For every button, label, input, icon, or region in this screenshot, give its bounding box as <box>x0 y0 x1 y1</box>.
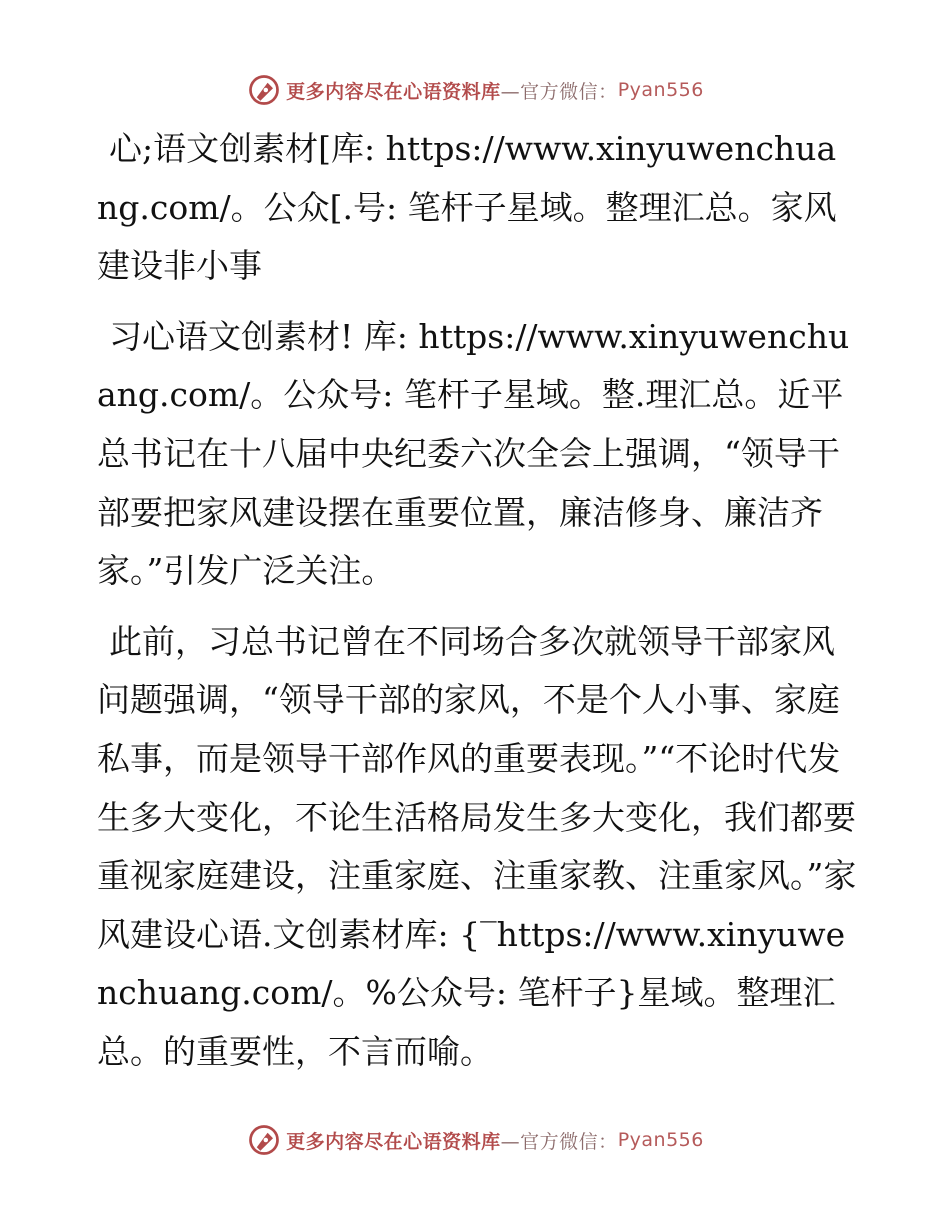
banner-wechat-id: Pyan556 <box>617 1129 704 1151</box>
banner-wechat-label: —官方微信： <box>500 80 618 103</box>
document-body <box>97 120 857 1094</box>
header-watermark-banner <box>0 70 950 110</box>
paragraph-1: 心;语文创素材[库: https://www.xinyuwenchuang.com/。公众[.号: 笔杆子星域。整理汇总。家风建设非小事 <box>97 129 837 286</box>
footer-watermark-banner <box>0 1120 950 1160</box>
banner-wechat-id: Pyan556 <box>617 79 704 101</box>
paragraph-3: 此前，习总书记曾在不同场合多次就领导干部家风问题强调，“领导干部的家风，不是个人小事、家庭私事，而是领导干部作风的重要表现。”“不论时代发生多大变化，不论生活格局发生多大变化，我们都要重视家庭建设，注重家庭、注重家教、注重家风。”家风建设心语.文创素材库: {‾https://www.xinyuwenchuang.com/。%公众号: 笔杆子}星域。整理汇总。的重要性，不言而喻。 <box>97 621 857 1071</box>
banner-lead-text: 更多内容尽在心语资料库 <box>286 1130 501 1153</box>
banner-lead-text: 更多内容尽在心语资料库 <box>286 80 501 103</box>
paragraph-2: 习心语文创素材! 库: https://www.xinyuwenchuang.com/。公众号: 笔杆子星域。整.理汇总。近平总书记在十八届中央纪委六次全会上强调，“领导干部要把家风建设摆在重要位置，廉洁修身、廉洁齐家。”引发广泛关注。 <box>97 316 850 591</box>
pen-nib-logo-icon <box>246 72 282 108</box>
banner-wechat-label: —官方微信： <box>500 1130 618 1153</box>
pen-nib-logo-icon <box>246 1122 282 1158</box>
